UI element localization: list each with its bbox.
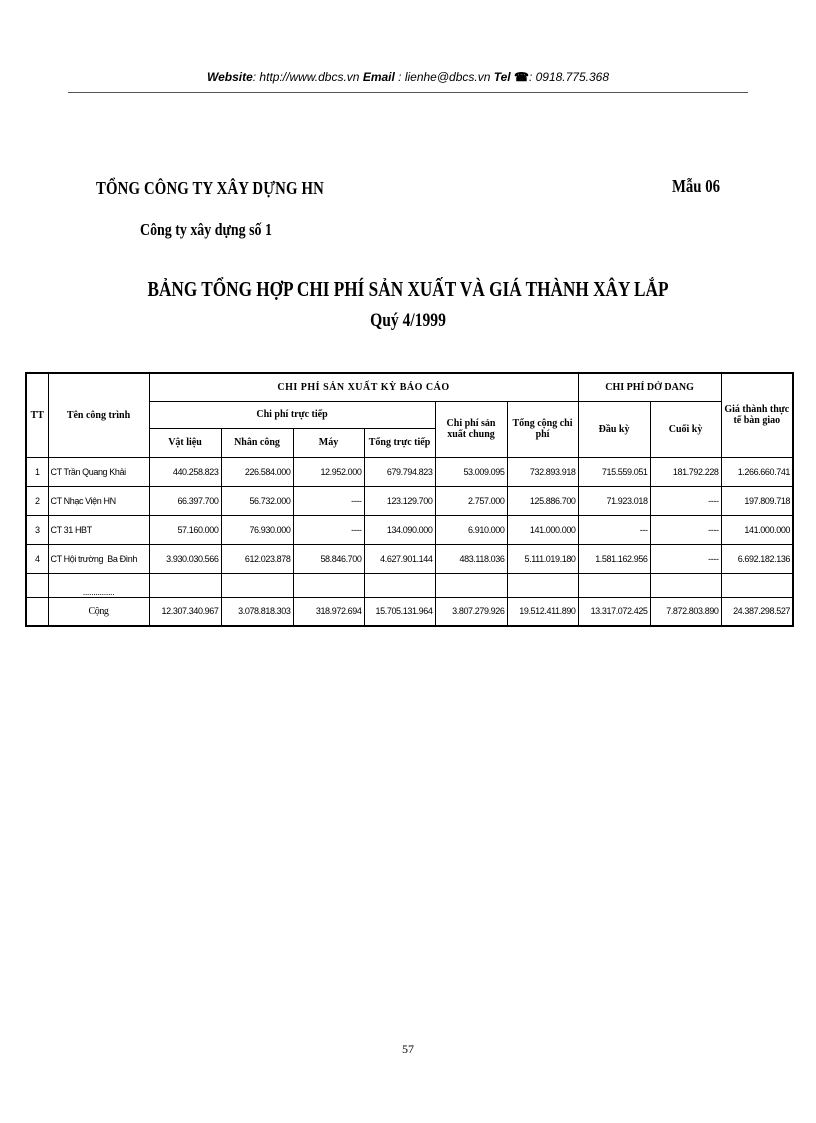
cell-material: 57.160.000: [149, 515, 221, 544]
tel-value: : 0918.775.368: [528, 70, 610, 84]
page-header: [0, 70, 816, 84]
cell-overhead: 483.118.036: [435, 544, 507, 573]
document-title: BẢNG TỔNG HỢP CHI PHÍ SẢN XUẤT VÀ GIÁ THÀNH XÂY LẮP: [147, 277, 669, 301]
cell-total-cost: 125.886.700: [507, 486, 578, 515]
cell-total-cost: 141.000.000: [507, 515, 578, 544]
total-overhead: 3.807.279.926: [435, 597, 507, 626]
cell-opening: 71.923.018: [578, 486, 650, 515]
col-total-direct-header: Tổng trực tiếp: [364, 428, 435, 457]
cell-total-direct: 679.794.823: [364, 457, 435, 486]
email-value: : lienhe@dbcs.vn: [394, 70, 494, 84]
cell-material: 66.397.700: [149, 486, 221, 515]
total-labor: 3.078.818.303: [221, 597, 293, 626]
cell-tt: 4: [26, 544, 48, 573]
website-value: : http://www.dbcs.vn: [252, 70, 363, 84]
cell-total-direct: 123.129.700: [364, 486, 435, 515]
col-tt-header: TT: [26, 373, 48, 457]
ellipsis-cell: ...............: [48, 573, 149, 597]
table-row: [26, 486, 793, 515]
table-row-ellipsis: [26, 573, 793, 597]
cell-overhead: 6.910.000: [435, 515, 507, 544]
header-rule: [68, 92, 748, 93]
col-material-header: Vật liệu: [149, 428, 221, 457]
cell-opening: 715.559.051: [578, 457, 650, 486]
total-total-direct: 15.705.131.964: [364, 597, 435, 626]
cell-material: 440.258.823: [149, 457, 221, 486]
total-machine: 318.972.694: [293, 597, 364, 626]
document-subtitle: Quý 4/1999: [370, 310, 446, 331]
col-machine-header: Máy: [293, 428, 364, 457]
page-number: 57: [402, 1042, 414, 1056]
col-name-header: Tên công trình: [48, 373, 149, 457]
table-row: [26, 457, 793, 486]
cell-actual: 1.266.660.741: [721, 457, 793, 486]
email-label: Email: [362, 70, 395, 84]
cell-name: CT Hội trường Ba Đình: [48, 544, 149, 573]
col-closing-header: Cuối kỳ: [650, 401, 721, 457]
group-direct-header: Chi phí trực tiếp: [149, 401, 435, 428]
cell-closing: ----: [650, 544, 721, 573]
cell-labor: 76.930.000: [221, 515, 293, 544]
cell-machine: ----: [293, 486, 364, 515]
parent-org: TỔNG CÔNG TY XÂY DỰNG HN: [96, 178, 324, 198]
cell-name: CT Trần Quang Khải: [48, 457, 149, 486]
total-label: Cộng: [48, 597, 149, 626]
cell-name: CT Nhạc Viện HN: [48, 486, 149, 515]
cell-name: CT 31 HBT: [48, 515, 149, 544]
total-closing: 7.872.803.890: [650, 597, 721, 626]
group-wip-header: CHI PHÍ DỞ DANG: [578, 373, 721, 401]
cell-material: 3.930.030.566: [149, 544, 221, 573]
cell-closing: ----: [650, 515, 721, 544]
cell-total-cost: 732.893.918: [507, 457, 578, 486]
cell-actual: 197.809.718: [721, 486, 793, 515]
total-material: 12.307.340.967: [149, 597, 221, 626]
cell-overhead: 2.757.000: [435, 486, 507, 515]
tel-label: Tel: [493, 70, 511, 84]
cell-closing: 181.792.228: [650, 457, 721, 486]
cell-opening: ---: [578, 515, 650, 544]
cell-machine: 58.846.700: [293, 544, 364, 573]
cell-labor: 226.584.000: [221, 457, 293, 486]
total-actual: 24.387.298.527: [721, 597, 793, 626]
cell-labor: 612.023.878: [221, 544, 293, 573]
cell-total-direct: 4.627.901.144: [364, 544, 435, 573]
company-name: Công ty xây dựng số 1: [140, 220, 272, 239]
website-label: Website: [206, 70, 253, 84]
table-row: [26, 544, 793, 573]
total-total-cost: 19.512.411.890: [507, 597, 578, 626]
cell-total-cost: 5.111.019.180: [507, 544, 578, 573]
cell-tt: 3: [26, 515, 48, 544]
col-total-cost-header: Tổng cộng chi phí: [507, 401, 578, 457]
cell-actual: 6.692.182.136: [721, 544, 793, 573]
col-labor-header: Nhân công: [221, 428, 293, 457]
cell-total-direct: 134.090.000: [364, 515, 435, 544]
total-opening: 13.317.072.425: [578, 597, 650, 626]
cell-overhead: 53.009.095: [435, 457, 507, 486]
cell-opening: 1.581.162.956: [578, 544, 650, 573]
table-row: [26, 515, 793, 544]
cell-actual: 141.000.000: [721, 515, 793, 544]
form-number: Mẫu 06: [672, 176, 720, 196]
cell-machine: 12.952.000: [293, 457, 364, 486]
cell-machine: ----: [293, 515, 364, 544]
col-opening-header: Đầu kỳ: [578, 401, 650, 457]
phone-icon: ☎: [513, 70, 529, 84]
table-total-row: [26, 597, 793, 626]
cost-summary-table: [25, 372, 794, 627]
cell-labor: 56.732.000: [221, 486, 293, 515]
col-actual-header: Giá thành thực tế bàn giao: [721, 373, 793, 457]
cell-tt: 2: [26, 486, 48, 515]
cell-closing: ----: [650, 486, 721, 515]
group-report-header: CHI PHÍ SẢN XUẤT KỲ BÁO CÁO: [149, 373, 578, 401]
col-overhead-header: Chi phí sản xuất chung: [435, 401, 507, 457]
cell-tt: 1: [26, 457, 48, 486]
